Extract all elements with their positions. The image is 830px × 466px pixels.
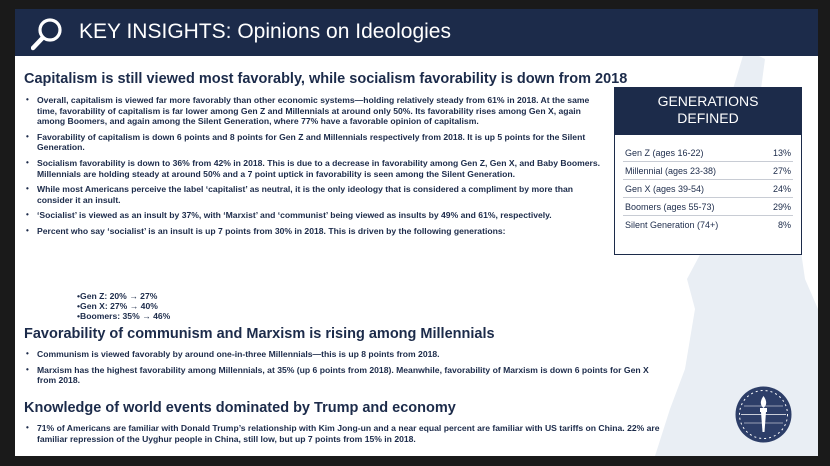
generation-pct: 27% [759, 162, 793, 180]
generation-label: Gen Z (ages 16-22) [623, 144, 759, 162]
generations-table [623, 144, 793, 233]
generation-pct: 29% [759, 198, 793, 216]
list-item: • Overall, capitalism is viewed far more favorably than other economic systems—holding relatively steady from 61% in 2018. At the same time, favorability of capitalism is far lower among Gen Z and Millennials at around only 50%. Its favorability rises among Gen X, again among Boomers, and again among the Silent Generation, where 77% have a favorable opinion of capitalism. [22, 95, 607, 127]
list-item: • ‘Socialist’ is viewed as an insult by 37%, with ‘Marxist’ and ‘communist’ being viewed as insults by 49% and 61%, respectively. [22, 210, 607, 221]
section-heading-world-events: Knowledge of world events dominated by Trump and economy [24, 400, 456, 416]
bullet-list-capitalism [22, 95, 607, 242]
list-item: • Socialism favorability is down to 36% from 42% in 2018. This is due to a decrease in favorability among Gen Z, Gen X, and Baby Boomers. Millennials are holding steady at around 50% and a 7 point uptick in favorability is seen among the Silent Generation. [22, 158, 607, 179]
list-item: •Boomers: 35% → 46% [77, 311, 171, 321]
generation-label: Silent Generation (74+) [625, 219, 719, 230]
list-item: • Marxism has the highest favorability among Millennials, at 35% (up 6 points from 2018). Meanwhile, favorability of Marxism is down 6 points for Gen X from 2018. [22, 365, 667, 386]
generations-title-line2: DEFINED [677, 110, 739, 126]
bullet-list-communism [22, 349, 667, 391]
slide [15, 9, 818, 456]
list-item: • Communism is viewed favorably by around one-in-three Millennials—this is up 8 points from 2018. [22, 349, 667, 360]
table-row [623, 216, 793, 234]
torch-logo-icon [735, 386, 792, 443]
table-row [623, 198, 793, 216]
generation-label: Gen X (ages 39-54) [623, 180, 759, 198]
list-item: •Gen Z: 20% → 27% [77, 291, 158, 301]
generations-panel-title [615, 88, 801, 135]
generation-pct: 8% [777, 219, 791, 230]
generations-panel [614, 87, 802, 255]
list-item: • 71% of Americans are familiar with Donald Trump’s relationship with Kim Jong-un and a near equal percent are familiar with US tariffs on China. 22% are familiar repression of the Uyghur people in China, still low, but up 7 points from 15% in 2018. [22, 423, 672, 444]
generation-label: Millennial (ages 23-38) [623, 162, 759, 180]
table-row [623, 162, 793, 180]
list-item: • Favorability of capitalism is down 6 points and 8 points for Gen Z and Millennials respectively from 2018. It is up 5 points for the Silent Generation. [22, 132, 607, 153]
table-row [623, 144, 793, 162]
bullet-list-world-events [22, 423, 672, 449]
list-item: • While most Americans perceive the label ‘capitalist’ as neutral, it is the only ideology that is considered a compliment by more than consider it an insult. [22, 184, 607, 205]
page-title: KEY INSIGHTS: Opinions on Ideologies [79, 20, 451, 43]
generation-label: Boomers (ages 55-73) [623, 198, 759, 216]
list-item: • Percent who say ‘socialist’ is an insult is up 7 points from 30% in 2018. This is driven by the following generations: [22, 226, 607, 237]
section-heading-capitalism: Capitalism is still viewed most favorably, while socialism favorability is down from 2018 [24, 71, 628, 87]
table-row [623, 180, 793, 198]
section-heading-communism: Favorability of communism and Marxism is rising among Millennials [24, 326, 495, 342]
generation-pct: 13% [759, 144, 793, 162]
generation-pct: 24% [759, 180, 793, 198]
generations-title-line1: GENERATIONS [657, 93, 759, 109]
list-item: •Gen X: 27% → 40% [77, 301, 158, 311]
sub-list-generations [77, 291, 170, 321]
